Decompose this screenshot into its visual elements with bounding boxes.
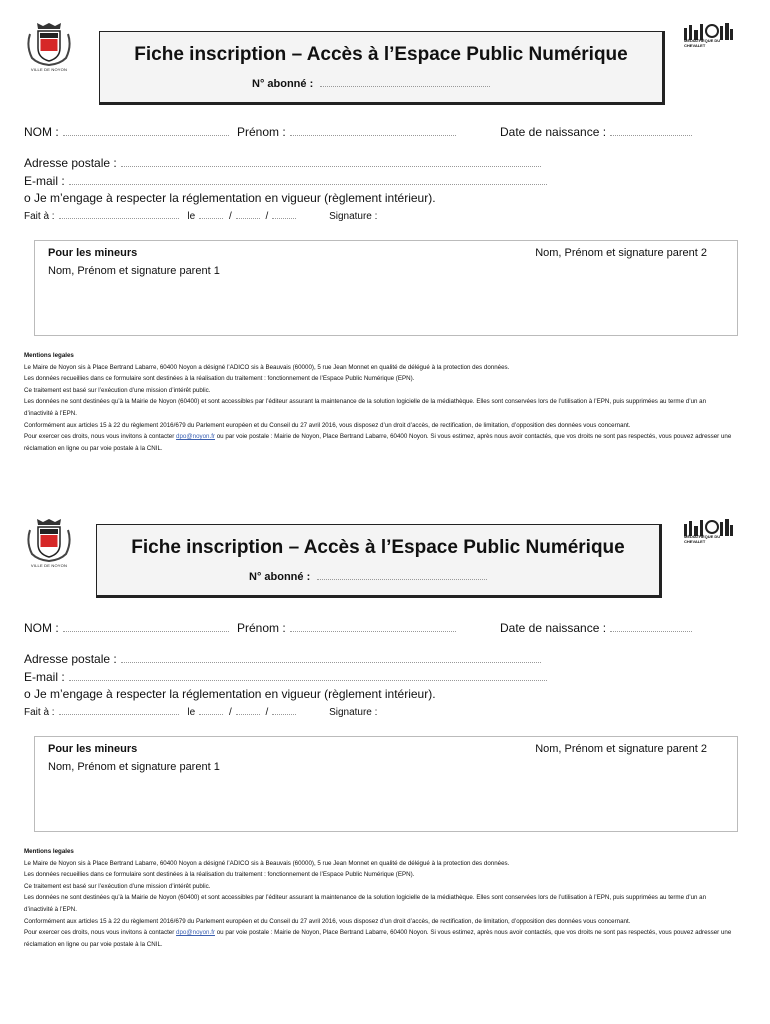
legal-6b: ou par voie postale : Mairie de Noyon, Place Bertrand Labarre, 60400 Noyon. Si vous estimez, après nous avoir contactés, que vos droits ne sont pas respectés, vous pouvez adresser une réclamation en ligne ou par voie postale à la CNIL.: [24, 929, 732, 948]
nom-blank[interactable]: [63, 621, 229, 632]
legal-title: Mentions legales: [24, 848, 74, 855]
parent1-signature: Nom, Prénom et signature parent 1: [48, 761, 220, 773]
logo-left-caption: VILLE DE NOYON: [30, 67, 68, 72]
logo-right-caption: MÉDIATHÈQUE DU CHEVALET: [684, 38, 721, 48]
abonne-blank[interactable]: [317, 569, 487, 580]
naissance-blank[interactable]: [610, 125, 692, 136]
prenom-blank[interactable]: [290, 621, 456, 632]
nom-label: NOM :: [24, 621, 59, 635]
email-blank[interactable]: [69, 174, 547, 185]
nom-field: [24, 125, 229, 139]
le-label: le: [187, 211, 196, 222]
email-field: [24, 670, 547, 684]
prenom-field: [237, 621, 456, 635]
email-blank[interactable]: [69, 670, 547, 681]
prenom-label: Prénom :: [237, 125, 286, 139]
form-title: Fiche inscription – Accès à l’Espace Public Numérique: [131, 537, 625, 558]
engagement-checkbox[interactable]: [24, 687, 436, 701]
mediatheque-logo: [682, 22, 734, 58]
nom-field: [24, 621, 229, 635]
abonne-label: N° abonné :: [249, 571, 311, 583]
coat-of-arms-icon: [24, 516, 74, 562]
form-title: Fiche inscription – Accès à l’Espace Public Numérique: [134, 44, 628, 65]
naissance-field: [500, 125, 692, 139]
mineurs-box: [34, 736, 738, 832]
email-label: E-mail :: [24, 174, 65, 188]
registration-form-1: [0, 0, 770, 490]
mineurs-title: Pour les mineurs: [48, 247, 138, 259]
month-blank[interactable]: [236, 208, 260, 219]
signature-label: Signature :: [329, 211, 378, 222]
legal-paragraph-1: Le Maire de Noyon sis à Place Bertrand Labarre, 60400 Noyon a désigné l’ADICO sis à Beauvais (60000), 5 rue Jean Monnet en qualité de délégué à la protection des données.: [24, 363, 510, 371]
ville-de-noyon-logo: [24, 20, 74, 74]
email-label: E-mail :: [24, 670, 65, 684]
legal-paragraph-3: Ce traitement est basé sur l’exécution d’une mission d’intérêt public.: [24, 882, 211, 890]
legal-paragraph-6: [24, 431, 736, 454]
signature-label: Signature :: [329, 707, 378, 718]
fait-field: [24, 208, 377, 222]
date-sep-1: /: [228, 211, 232, 222]
coat-of-arms-icon: [24, 20, 74, 66]
adresse-label: Adresse postale :: [24, 156, 117, 170]
adresse-label: Adresse postale :: [24, 652, 117, 666]
engagement-text: o Je m’engage à respecter la réglementation en vigueur (règlement intérieur).: [24, 687, 436, 701]
fait-blank[interactable]: [59, 208, 179, 219]
legal-6b: ou par voie postale : Mairie de Noyon, Place Bertrand Labarre, 60400 Noyon. Si vous estimez, après nous avoir contactés, que vos droits ne sont pas respectés, vous pouvez adresser une réclamation en ligne ou par voie postale à la CNIL.: [24, 433, 732, 452]
parent2-signature: Nom, Prénom et signature parent 2: [535, 247, 707, 259]
year-blank[interactable]: [272, 704, 296, 715]
legal-paragraph-4: Les données ne sont destinées qu’à la Mairie de Noyon (60400) et sont accessibles par l’éditeur assurant la maintenance de la solution logicielle de la médiathèque. Elles sont conservées lors de l’utilisation à l’EPN, puis supprimées au terme d’un an d’inactivité à l’EPN.: [24, 894, 707, 913]
abonne-blank[interactable]: [320, 76, 490, 87]
fait-label: Fait à :: [24, 707, 55, 718]
dpo-email-link[interactable]: dpo@noyon.fr: [176, 929, 215, 937]
mentions-legales: [24, 350, 736, 454]
mineurs-box: [34, 240, 738, 336]
engagement-checkbox[interactable]: [24, 191, 436, 205]
email-field: [24, 174, 547, 188]
adresse-blank[interactable]: [121, 156, 541, 167]
title-box: [99, 31, 665, 105]
legal-paragraph-6: [24, 927, 736, 950]
adresse-field: [24, 156, 541, 170]
legal-paragraph-2: Les données recueillies dans ce formulaire sont destinées à la réalisation du traitement : fonctionnement de l’Espace Public Numérique (EPN).: [24, 871, 415, 879]
fait-field: [24, 704, 377, 718]
dpo-email-link[interactable]: dpo@noyon.fr: [176, 433, 215, 441]
year-blank[interactable]: [272, 208, 296, 219]
day-blank[interactable]: [199, 208, 223, 219]
ville-de-noyon-logo: [24, 516, 74, 570]
prenom-blank[interactable]: [290, 125, 456, 136]
logo-right-caption: MÉDIATHÈQUE DU CHEVALET: [684, 534, 721, 544]
abonne-label: N° abonné :: [252, 78, 314, 90]
engagement-text: o Je m’engage à respecter la réglementation en vigueur (règlement intérieur).: [24, 191, 436, 205]
prenom-field: [237, 125, 456, 139]
prenom-label: Prénom :: [237, 621, 286, 635]
naissance-label: Date de naissance :: [500, 125, 607, 139]
legal-paragraph-5: Conformément aux articles 15 à 22 du règlement 2016/679 du Parlement européen et du Conseil du 27 avril 2016, vous disposez d’un droit d’accès, de rectification, de limitation, d’opposition des données vous concernant.: [24, 917, 631, 925]
parent1-signature: Nom, Prénom et signature parent 1: [48, 265, 220, 277]
date-sep-2: /: [265, 707, 269, 718]
le-label: le: [187, 707, 196, 718]
adresse-blank[interactable]: [121, 652, 541, 663]
legal-paragraph-3: Ce traitement est basé sur l’exécution d’une mission d’intérêt public.: [24, 386, 211, 394]
fait-label: Fait à :: [24, 211, 55, 222]
abonne-field: [249, 569, 487, 583]
title-box: [96, 524, 662, 598]
naissance-field: [500, 621, 692, 635]
naissance-blank[interactable]: [610, 621, 692, 632]
mineurs-title: Pour les mineurs: [48, 743, 138, 755]
mediatheque-logo: [682, 518, 734, 554]
nom-label: NOM :: [24, 125, 59, 139]
nom-blank[interactable]: [63, 125, 229, 136]
mentions-legales: [24, 846, 736, 950]
legal-title: Mentions legales: [24, 352, 74, 359]
abonne-field: [252, 76, 490, 90]
parent2-signature: Nom, Prénom et signature parent 2: [535, 743, 707, 755]
naissance-label: Date de naissance :: [500, 621, 607, 635]
day-blank[interactable]: [199, 704, 223, 715]
date-sep-1: /: [228, 707, 232, 718]
legal-6a: Pour exercer ces droits, nous vous invitons à contacter: [24, 929, 175, 937]
logo-left-caption: VILLE DE NOYON: [30, 563, 68, 568]
fait-blank[interactable]: [59, 704, 179, 715]
legal-6a: Pour exercer ces droits, nous vous invitons à contacter: [24, 433, 175, 441]
date-sep-2: /: [265, 211, 269, 222]
legal-paragraph-4: Les données ne sont destinées qu’à la Mairie de Noyon (60400) et sont accessibles par l’éditeur assurant la maintenance de la solution logicielle de la médiathèque. Elles sont conservées lors de l’utilisation à l’EPN, puis supprimées au terme d’un an d’inactivité à l’EPN.: [24, 398, 707, 417]
adresse-field: [24, 652, 541, 666]
registration-form-2: [0, 496, 770, 986]
legal-paragraph-1: Le Maire de Noyon sis à Place Bertrand Labarre, 60400 Noyon a désigné l’ADICO sis à Beauvais (60000), 5 rue Jean Monnet en qualité de délégué à la protection des données.: [24, 859, 510, 867]
legal-paragraph-5: Conformément aux articles 15 à 22 du règlement 2016/679 du Parlement européen et du Conseil du 27 avril 2016, vous disposez d’un droit d’accès, de rectification, de limitation, d’opposition des données vous concernant.: [24, 421, 631, 429]
legal-paragraph-2: Les données recueillies dans ce formulaire sont destinées à la réalisation du traitement : fonctionnement de l’Espace Public Numérique (EPN).: [24, 375, 415, 383]
month-blank[interactable]: [236, 704, 260, 715]
